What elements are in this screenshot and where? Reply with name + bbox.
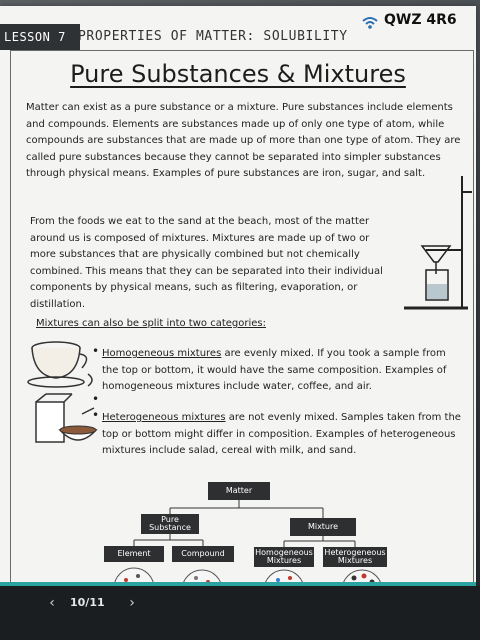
bullet: • bbox=[92, 344, 100, 358]
node-mixture: Mixture bbox=[290, 518, 356, 536]
lesson-tab: LESSON 7 bbox=[0, 24, 80, 50]
node-heterogeneous-mixtures: Heterogeneous Mixtures bbox=[324, 548, 386, 565]
next-page-button[interactable]: › bbox=[129, 595, 135, 611]
previous-page-button[interactable]: ‹ bbox=[49, 595, 55, 611]
worksheet-page bbox=[0, 6, 476, 596]
node-homogeneous-mixtures: Homogeneous Mixtures bbox=[255, 548, 313, 565]
homogeneous-text: are evenly mixed. If you took a sample from the top or bottom, it would have the same composition. Examples of homogeneous mixtures include water, coffee, and air. bbox=[102, 348, 447, 392]
navigation-bar bbox=[0, 586, 480, 640]
node-element: Element bbox=[104, 546, 164, 562]
classification-tree-lines bbox=[0, 6, 476, 606]
bullet: • bbox=[92, 392, 100, 406]
page-indicator: 10/11 bbox=[70, 596, 105, 609]
mixtures-paragraph: From the foods we eat to the sand at the beach, most of the matter around us is composed of mixtures. Mixtures are made up of two or more substances that are physically combined but not chemically combined. This means that they can be separated into their individual components by physical means, such as filtering, evaporation, or distillation. bbox=[30, 216, 383, 310]
lesson-title: PROPERTIES OF MATTER: SOLUBILITY bbox=[78, 29, 348, 44]
intro-paragraph: Matter can exist as a pure substance or a mixture. Pure substances include elements and compounds. Elements are substances made up of only one type of atom, while compounds are substances that are made up of more than one type of atom. They are called pure substances because they cannot be separated into simpler substances through physical means. Examples of pure substances are iron, sugar, and salt. bbox=[26, 102, 461, 179]
node-matter: Matter bbox=[208, 482, 270, 500]
homogeneous-term: Homogeneous mixtures bbox=[102, 348, 222, 359]
bullet: • bbox=[92, 408, 100, 422]
heterogeneous-term: Heterogeneous mixtures bbox=[102, 412, 226, 423]
node-pure-substance: Pure Substance bbox=[141, 514, 199, 534]
categories-heading: Mixtures can also be split into two categories: bbox=[36, 318, 266, 329]
session-code: QWZ 4R6 bbox=[384, 12, 457, 28]
page-title: Pure Substances & Mixtures bbox=[70, 60, 406, 88]
node-compound: Compound bbox=[172, 546, 234, 562]
heterogeneous-text: are not evenly mixed. Samples taken from the top or bottom might differ in composition. Examples of heterogeneous mixtures include salad, cereal with milk, and sand. bbox=[102, 412, 461, 456]
